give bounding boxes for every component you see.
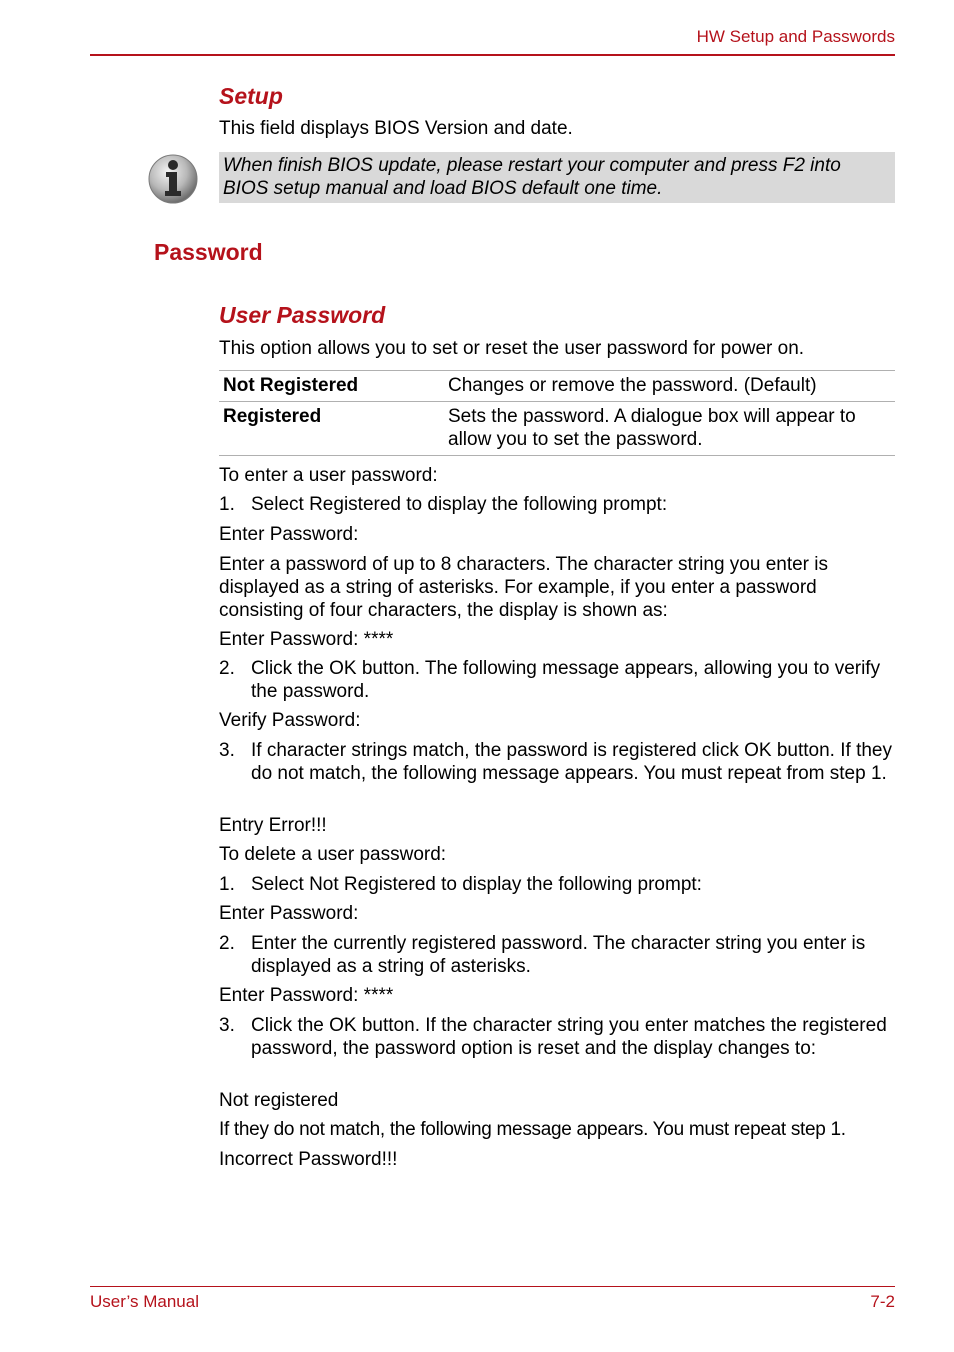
prompt-text: Verify Password: [219, 710, 361, 731]
prompt-text: Enter Password: [219, 524, 359, 545]
list-item [219, 1014, 895, 1060]
page-number: 7-2 [870, 1292, 895, 1311]
password-heading: Password [154, 239, 263, 265]
step-text: Enter the currently registered password. The character string you enter is displayed as a string of asterisks. [251, 933, 866, 977]
step-number: 1. [219, 874, 235, 895]
enter-intro: To enter a user password: [219, 465, 438, 486]
user-password-intro: This option allows you to set or reset the user password for power on. [219, 338, 805, 359]
table-row [219, 402, 895, 456]
footer-rule [90, 1286, 895, 1287]
step-number: 2. [219, 933, 235, 954]
step-text: Select Not Registered to display the following prompt: [251, 874, 702, 895]
table-row [219, 371, 895, 402]
options-table [219, 370, 895, 456]
step-number: 3. [219, 1015, 235, 1036]
table-key: Registered [219, 402, 444, 456]
list-item [219, 739, 895, 785]
step-number: 2. [219, 658, 235, 679]
step-text: Click the OK button. The following message appears, allowing you to verify the password. [251, 658, 881, 702]
step-text: Click the OK button. If the character string you enter matches the registered password, the password option is reset and the display changes to: [251, 1015, 887, 1059]
list-item [219, 657, 895, 703]
list-item [219, 932, 895, 978]
info-icon [147, 153, 199, 205]
step-text: If character strings match, the password is registered click OK button. If they do not match, the following message appears. You must repeat from step 1. [251, 740, 892, 784]
footer-manual-title: User’s Manual [90, 1292, 199, 1311]
user-password-heading: User Password [219, 302, 386, 328]
prompt-text: Enter Password: [219, 903, 359, 924]
bios-update-note: When finish BIOS update, please restart your computer and press F2 into BIOS setup manual and load BIOS default one time. [219, 152, 895, 203]
table-value: Changes or remove the password. (Default) [444, 371, 895, 402]
running-header: HW Setup and Passwords [696, 27, 895, 46]
prompt-text: Not registered [219, 1090, 339, 1111]
setup-heading: Setup [219, 83, 283, 109]
header-rule [90, 54, 895, 56]
step-number: 3. [219, 740, 235, 761]
step-text: Select Registered to display the following prompt: [251, 494, 668, 515]
table-value: Sets the password. A dialogue box will appear to allow you to set the password. [444, 402, 895, 456]
mismatch-text: If they do not match, the following message appears. You must repeat step 1. [219, 1119, 846, 1140]
prompt-text: Enter Password: **** [219, 985, 394, 1006]
step-number: 1. [219, 494, 235, 515]
chars-paragraph: Enter a password of up to 8 characters. The character string you enter is displayed as a string of asterisks. For example, if you enter a password consisting of four characters, the display is shown as: [219, 554, 829, 621]
prompt-text: Enter Password: **** [219, 629, 394, 650]
setup-description: This field displays BIOS Version and date. [219, 118, 573, 139]
prompt-text: Entry Error!!! [219, 815, 327, 836]
delete-intro: To delete a user password: [219, 844, 447, 865]
table-key: Not Registered [219, 371, 444, 402]
list-item [219, 493, 895, 516]
prompt-text: Incorrect Password!!! [219, 1149, 398, 1170]
list-item [219, 873, 895, 896]
